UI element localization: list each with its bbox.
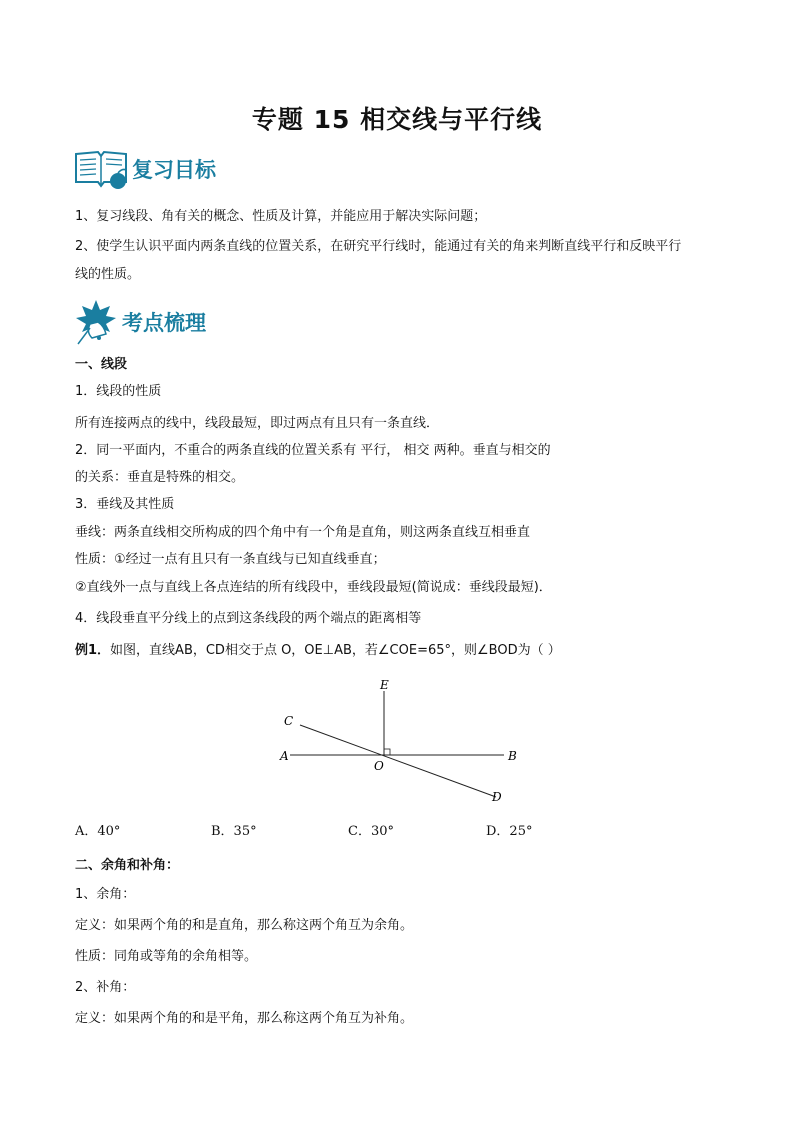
heading-segments: 一、线段 [75,357,128,372]
text-line: 1、余角： [75,887,136,902]
text-line: 垂线：两条直线相交所构成的四个角中有一个角是直角，则这两条直线互相垂直 [75,525,531,540]
example-prefix: 例1． [75,643,111,658]
right-angle-mark [384,749,390,755]
text-line: 1．线段的性质 [75,384,162,399]
option-c: C．30° [348,824,394,839]
label-b: B [508,749,517,763]
text-line: 性质：同角或等角的余角相等。 [75,949,258,964]
example-1 [75,641,561,661]
goal-item-1: 1、复习线段、角有关的概念、性质及计算，并能应用于解决实际问题； [75,209,487,224]
example-text: 如图，直线AB，CD相交于点 O，OE⊥AB，若∠COE=65°，则∠BOD为（ ） [110,643,561,658]
heading-angles: 二、余角和补角： [75,858,180,873]
line-cd [300,725,496,797]
text-line: 所有连接两点的线中，线段最短，即过两点有且只有一条直线． [75,416,440,431]
points-section-title: 考点梳理 [122,311,206,335]
label-c: C [284,714,294,728]
text-line: 定义：如果两个角的和是平角，那么称这两个角互为补角。 [75,1011,414,1026]
goals-section-title: 复习目标 [132,158,216,182]
option-b: B．35° [211,824,257,839]
goal-item-2-cont: 线的性质。 [75,267,141,282]
label-d: D [492,790,502,804]
maple-leaf-bell-icon [72,298,120,346]
text-line: 3．垂线及其性质 [75,497,175,512]
points-section-header [72,298,206,346]
geometry-figure [270,675,530,807]
text-line: 4．线段垂直平分线上的点到这条线段的两个端点的距离相等 [75,611,422,626]
goal-item-2: 2、使学生认识平面内两条直线的位置关系，在研究平行线时，能通过有关的角来判断直线平行和反映平行 [75,239,682,254]
text-line: ②直线外一点与直线上各点连结的所有线段中，垂线段最短(简说成：垂线段最短)． [75,580,552,595]
goals-section-header [74,148,216,190]
text-line: 的关系：垂直是特殊的相交。 [75,470,245,485]
option-a: A．40° [75,824,121,839]
text-line: 2．同一平面内，不重合的两条直线的位置关系有 平行， 相交 两种。垂直与相交的 [75,443,551,458]
book-icon [74,148,130,190]
label-o: O [374,759,384,773]
option-d: D．25° [486,824,533,839]
text-line: 2、补角： [75,980,136,995]
label-a: A [280,749,289,763]
text-line: 性质：①经过一点有且只有一条直线与已知直线垂直； [75,552,386,567]
label-e: E [380,678,389,692]
text-line: 定义：如果两个角的和是直角，那么称这两个角互为余角。 [75,918,414,933]
page-title: 专题 15 相交线与平行线 [251,105,543,134]
